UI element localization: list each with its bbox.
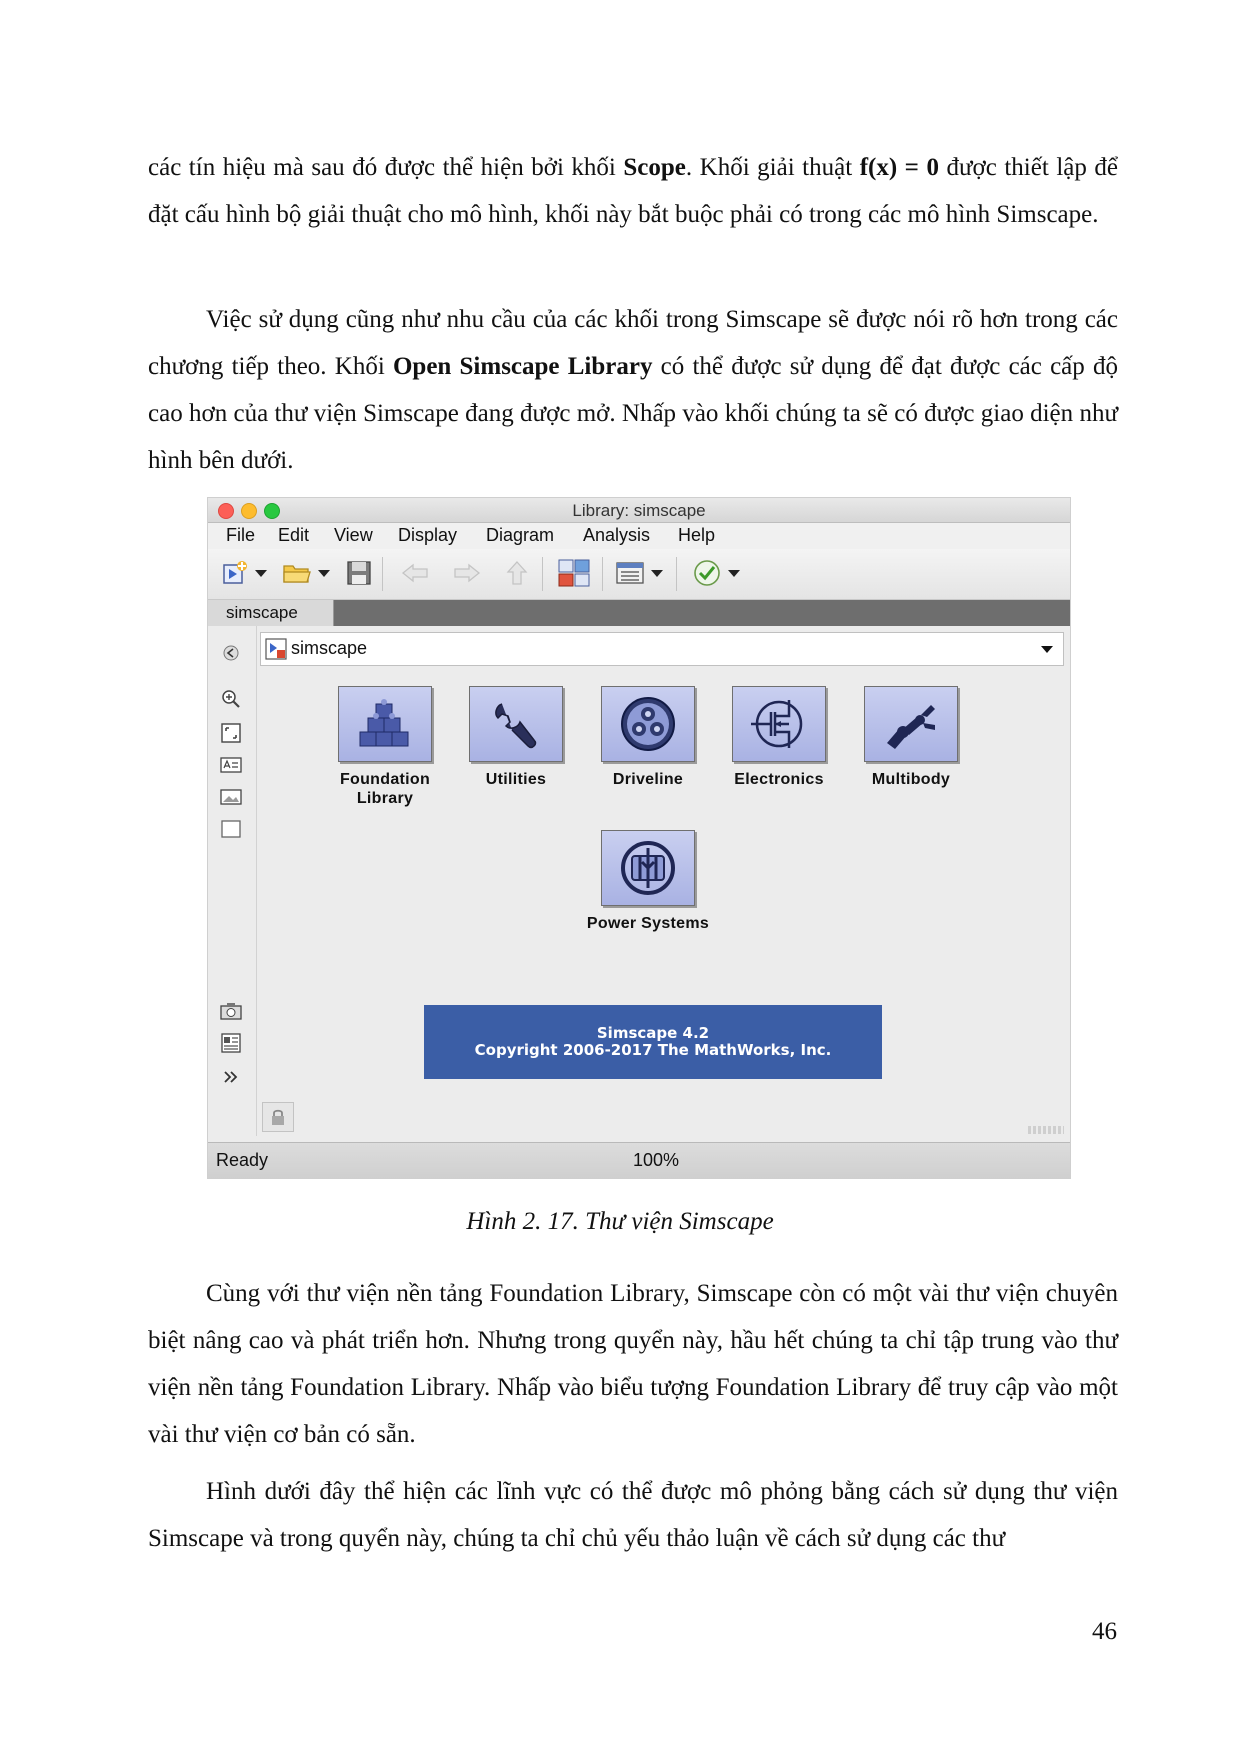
new-model-button[interactable] [216, 557, 272, 589]
open-button[interactable] [278, 557, 334, 589]
image-button[interactable] [220, 786, 242, 808]
electronics-block[interactable] [714, 686, 844, 789]
page-number: 46 [1092, 1618, 1117, 1645]
screenshot-button[interactable] [220, 1000, 242, 1022]
area-button[interactable] [220, 818, 242, 840]
multibody-label: Multibody [871, 771, 951, 788]
property-inspector-button[interactable] [220, 1032, 242, 1054]
foundation-library-block[interactable] [320, 686, 450, 808]
p1-text-1: các tín hiệu mà sau đó được thể hiện bởi khối [148, 154, 624, 181]
window-title: Library: simscape [572, 501, 706, 520]
menu-diagram[interactable]: Diagram [486, 525, 555, 545]
chevron-down-icon [255, 570, 267, 577]
double-chevron-right-icon [222, 1069, 240, 1085]
address-text: simscape [291, 638, 368, 658]
address-bar[interactable] [260, 632, 1064, 666]
electronics-tile[interactable] [732, 686, 826, 762]
power-systems-icon [618, 838, 678, 898]
forward-button[interactable] [446, 557, 488, 589]
title-bar [208, 498, 1070, 523]
zoom-in-button[interactable] [220, 688, 242, 710]
transistor-icon [747, 694, 811, 754]
paragraph-3: Cùng với thư viện nền tảng Foundation Library, Simscape còn có một vài thư viện chuyên biệt nâng cao và phát triển hơn. Nhưng trong quyển này, hầu hết chúng ta chỉ tập trung vào thư viện nền tảng Foundation Library. Nhấp vào biểu tượng Foundation Library để truy cập vào một vài thư viện cơ bản có sẵn. [148, 1280, 1118, 1448]
menu-display[interactable]: Display [398, 525, 458, 545]
menu-analysis[interactable]: Analysis [583, 525, 651, 545]
figure-caption: Hình 2. 17. Thư viện Simscape [466, 1208, 774, 1235]
check-circle-icon [692, 558, 722, 588]
banner-version: Simscape 4.2 [596, 1024, 710, 1042]
fit-to-view-icon [220, 722, 242, 744]
robot-arm-icon [879, 695, 943, 753]
gear-icon [618, 694, 678, 754]
area-icon [220, 819, 242, 839]
annotation-button[interactable] [220, 754, 242, 776]
p2-text-2: có thể được sử dụng để đạt được các cấp độ cao hơn của thư viện Simscape đang được mở. Nhấp vào khối chúng ta sẽ có được giao diện như hình bên dưới. [148, 353, 1118, 474]
p2-text-1: Việc sử dụng cũng như nhu cầu của các khối trong Simscape sẽ được nói rõ hơn trong các chương tiếp theo. Khối [148, 306, 1118, 380]
status-bar [208, 1142, 1070, 1178]
save-button[interactable] [342, 557, 376, 589]
image-icon [220, 788, 242, 806]
multibody-block[interactable] [846, 686, 976, 789]
arrow-left-icon [400, 562, 430, 584]
power-systems-label: Power Systems [586, 915, 710, 932]
p1-bold-scope: Scope [623, 154, 686, 181]
lock-button[interactable] [262, 1102, 294, 1132]
chevron-down-icon [728, 570, 740, 577]
menu-edit[interactable]: Edit [278, 525, 310, 545]
expand-palette-button[interactable] [220, 1066, 242, 1088]
hide-browser-button[interactable] [220, 642, 242, 664]
up-button[interactable] [498, 557, 536, 589]
paragraph-2 [148, 296, 1118, 484]
electronics-label: Electronics [734, 771, 824, 788]
foundation-library-tile[interactable] [338, 686, 432, 762]
wrench-icon [488, 696, 544, 752]
utilities-label: Utilities [485, 771, 547, 788]
p1-text-2: . Khối giải thuật [685, 154, 860, 181]
power-systems-tile[interactable] [601, 830, 695, 906]
zoom-in-icon [220, 688, 242, 710]
chevron-down-icon [651, 570, 663, 577]
annotation-icon [220, 756, 242, 774]
menu-help[interactable]: Help [678, 525, 716, 545]
toolbar-separator [602, 557, 603, 591]
foundation-library-label: Foundation Library [339, 771, 431, 807]
arrow-right-icon [452, 562, 482, 584]
driveline-block[interactable] [583, 686, 713, 789]
arrow-up-icon [505, 559, 529, 587]
driveline-label: Driveline [612, 771, 684, 788]
copyright-banner [424, 1005, 882, 1079]
paragraph-4: Hình dưới đây thể hiện các lĩnh vực có thể được mô phỏng bằng cách sử dụng thư viện Simscape và trong quyển này, chúng ta chỉ chủ yếu thảo luận về cách sử dụng các thư [148, 1478, 1118, 1552]
p2-bold-library: Open Simscape Library [392, 353, 653, 380]
chevron-down-icon [318, 570, 330, 577]
multibody-tile[interactable] [864, 686, 958, 762]
model-icon [265, 638, 287, 660]
banner-copyright: Copyright 2006-2017 The MathWorks, Inc. [474, 1041, 832, 1059]
new-model-icon [221, 559, 249, 587]
toolbar-separator [542, 557, 543, 591]
utilities-block[interactable] [451, 686, 581, 789]
menu-file[interactable]: File [226, 525, 256, 545]
status-text: Ready [216, 1150, 269, 1170]
power-systems-block[interactable] [583, 830, 713, 933]
update-diagram-button[interactable] [686, 557, 746, 589]
lock-icon [270, 1108, 286, 1126]
p1-text-3: được thiết lập để đặt cấu hình bộ giải thuật cho mô hình, khối này bắt buộc phải có trong các mô hình Simscape. [148, 154, 1118, 228]
tab-simscape[interactable]: simscape [208, 600, 334, 626]
foundation-blocks-icon [354, 694, 416, 754]
model-explorer-button[interactable] [610, 557, 668, 589]
driveline-tile[interactable] [601, 686, 695, 762]
toolbar [208, 549, 1070, 600]
camera-icon [220, 1002, 242, 1020]
library-browser-icon [557, 558, 591, 588]
utilities-tile[interactable] [469, 686, 563, 762]
menu-bar [208, 523, 1070, 549]
tab-strip [208, 600, 1070, 626]
back-button[interactable] [394, 557, 436, 589]
paragraph-1 [148, 144, 1118, 238]
property-inspector-icon [220, 1032, 242, 1054]
resize-grip[interactable] [1028, 1126, 1064, 1134]
library-browser-button[interactable] [552, 557, 596, 589]
palette-rail [208, 626, 257, 1136]
toolbar-separator [382, 557, 383, 591]
chevron-down-icon[interactable] [1041, 646, 1053, 653]
folder-icon [282, 561, 312, 585]
save-icon [345, 559, 373, 587]
menu-view[interactable]: View [334, 525, 373, 545]
p1-bold-fx: f(x) = 0 [859, 154, 939, 181]
collapse-icon [222, 644, 240, 662]
zoom-level: 100% [633, 1150, 680, 1170]
fit-to-view-button[interactable] [220, 722, 242, 744]
model-explorer-icon [615, 560, 645, 586]
toolbar-separator [676, 557, 677, 591]
